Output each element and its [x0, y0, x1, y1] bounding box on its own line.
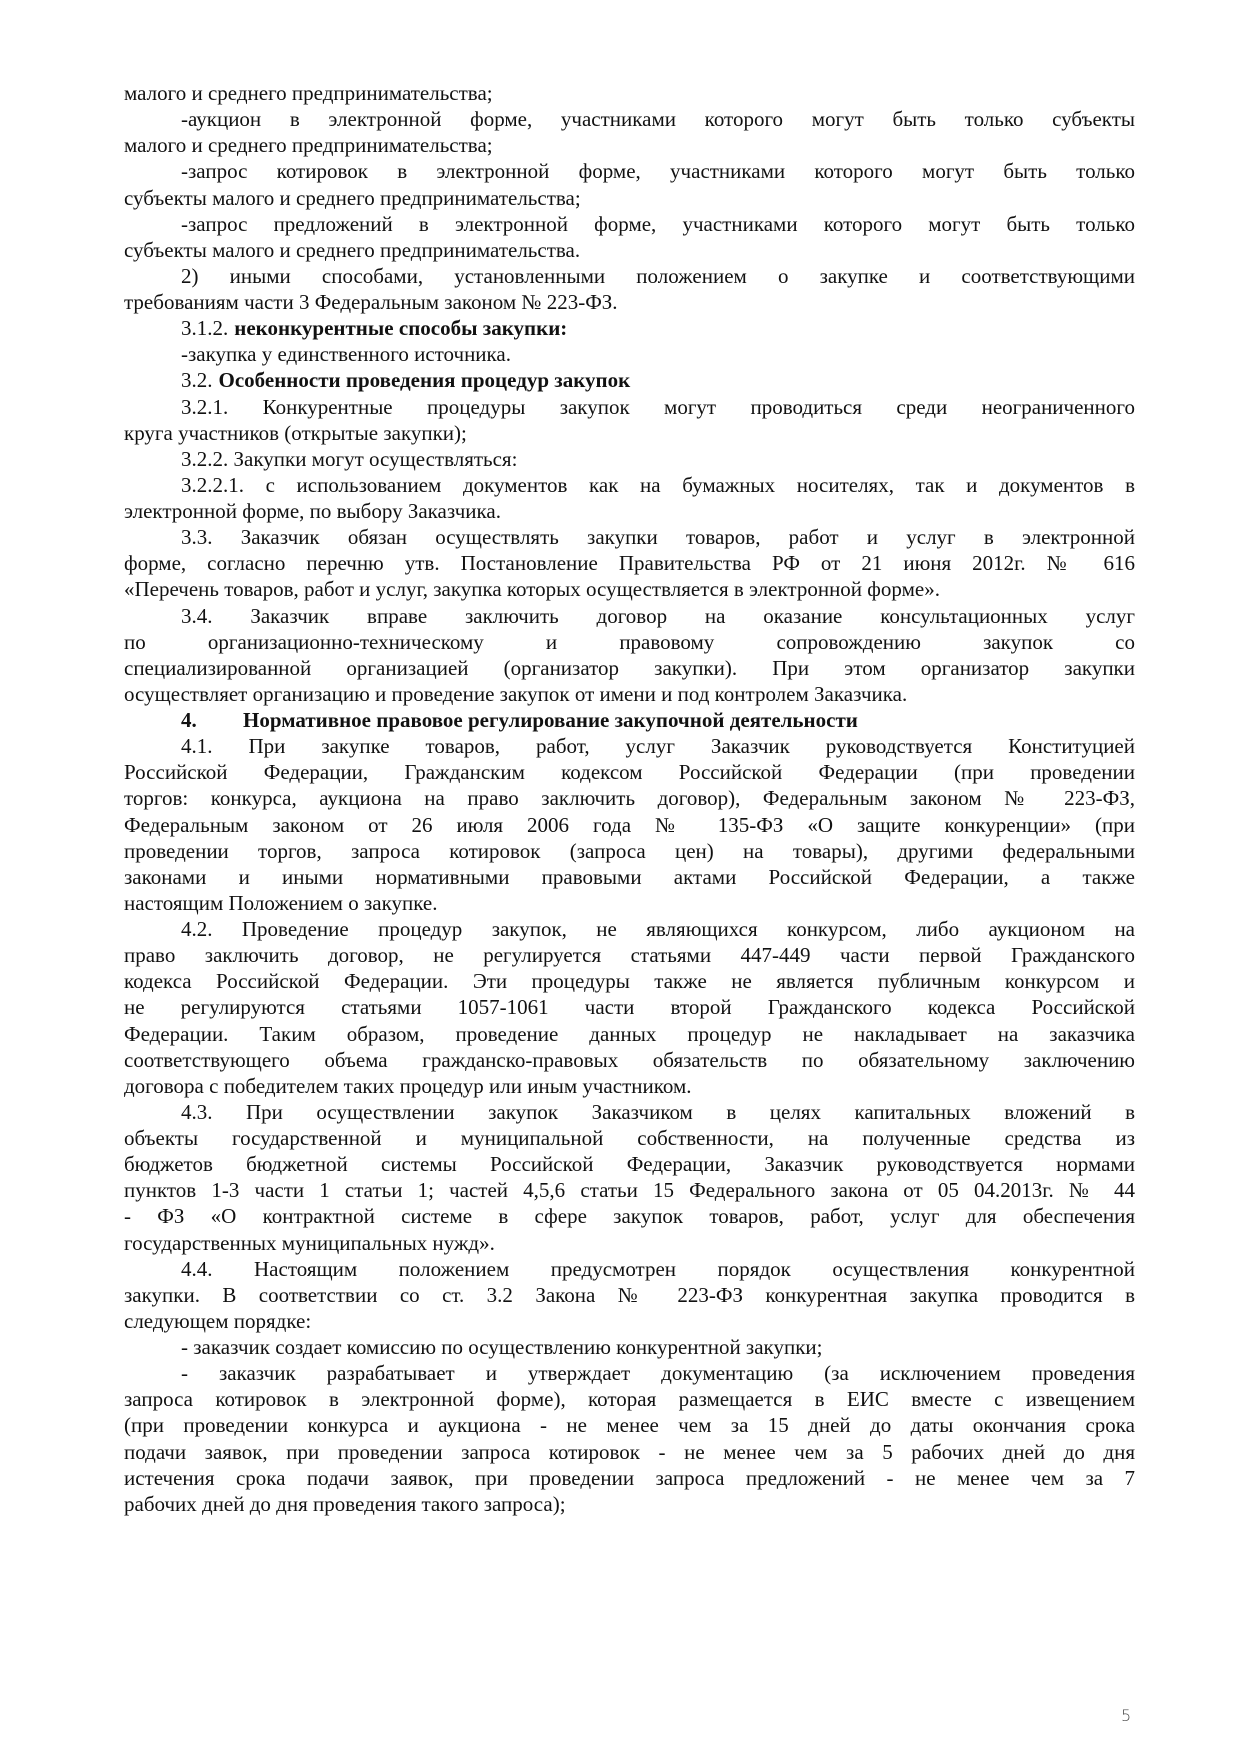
- text-line: -запрос предложений в электронной форме, участниками которого могут быть только: [181, 211, 1135, 236]
- text-line: не регулируются статьями 1057-1061 части второй Гражданского кодекса Российской: [124, 995, 1135, 1020]
- document-body: [124, 80, 1135, 1517]
- text-line: - ФЗ «О контрактной системе в сфере закупок товаров, работ, услуг для обеспечения: [124, 1204, 1135, 1229]
- text-line: 4.4. Настоящим положением предусмотрен порядок осуществления конкурентной: [181, 1256, 1135, 1281]
- paragraph-p-quotes: [124, 158, 1135, 210]
- section-number: 3.1.2.: [181, 316, 229, 341]
- section-title: Нормативное правовое регулирование закупочной деятельности: [243, 708, 858, 732]
- text-line: закупки. В соответствии со ст. 3.2 Закона № 223-ФЗ конкурентная закупка проводится в: [124, 1282, 1135, 1307]
- section-heading: [124, 707, 1135, 733]
- text-line: Федеральным законом от 26 июля 2006 года № 135-ФЗ «О защите конкуренции» (при: [124, 812, 1135, 837]
- text-line: право заключить договор, не регулируется статьями 447-449 части первой Гражданского: [124, 943, 1135, 968]
- paragraph-p-cont-smp: [124, 80, 1135, 106]
- page-number: 5: [1121, 1706, 1132, 1725]
- text-line: субъекты малого и среднего предпринимательства;: [124, 185, 581, 210]
- text-line: круга участников (открытые закупки);: [124, 420, 467, 445]
- text-line: требованиям части 3 Федеральным законом № 223-ФЗ.: [124, 290, 618, 314]
- paragraph-p-4-3: [124, 1099, 1135, 1256]
- text-line: - заказчик создает комиссию по осуществлению конкурентной закупки;: [181, 1335, 823, 1359]
- text-line: договора с победителем таких процедур или иным участником.: [124, 1073, 692, 1098]
- text-line: -запрос котировок в электронной форме, участниками которого могут быть только: [181, 159, 1135, 184]
- paragraph-p-proposals: [124, 211, 1135, 263]
- text-line: следующем порядке:: [124, 1308, 312, 1333]
- paragraph-p-4-2: [124, 916, 1135, 1099]
- text-line: запроса котировок в электронной форме), которая размещается в ЕИС вместе с извещением: [124, 1387, 1135, 1412]
- subsection-heading: [124, 367, 1135, 393]
- text-line: -закупка у единственного источника.: [181, 342, 512, 367]
- paragraph-p-3-2: [124, 367, 1135, 393]
- paragraph-p-4-1: [124, 733, 1135, 916]
- text-line: 3.4. Заказчик вправе заключить договор на оказание консультационных услуг: [181, 603, 1135, 628]
- text-line: Российской Федерации, Гражданским кодексом Российской Федерации (при проведении: [124, 760, 1135, 785]
- section-number: 3.2.: [181, 368, 213, 393]
- paragraph-p-3-2-2-1: [124, 472, 1135, 524]
- text-line: (при проведении конкурса и аукциона - не менее чем за 15 дней до даты окончания срока: [124, 1413, 1135, 1438]
- text-line: настоящим Положением о закупке.: [124, 890, 438, 915]
- text-line: бюджетов бюджетной системы Российской Федерации, Заказчик руководствуется нормами: [124, 1152, 1135, 1177]
- text-line: кодекса Российской Федерации. Эти процедуры также не является публичным конкурсом и: [124, 969, 1135, 994]
- text-line: соответствующего объема гражданско-правовых обязательств по обязательному заключению: [124, 1047, 1135, 1072]
- section-title: неконкурентные способы закупки:: [234, 316, 568, 341]
- paragraph-p-3-2-1: [124, 394, 1135, 446]
- subsection-heading: [124, 315, 1135, 341]
- text-line: специализированной организацией (организатор закупки). При этом организатор закупки: [124, 655, 1135, 680]
- text-line: 4.1. При закупке товаров, работ, услуг Заказчик руководствуется Конституцией: [181, 734, 1135, 759]
- text-line: проведении торгов, запроса котировок (запроса цен) на товары), другими федеральными: [124, 838, 1135, 863]
- section-title: Особенности проведения процедур закупок: [218, 368, 631, 393]
- paragraph-p-commission: [124, 1334, 1135, 1360]
- text-line: форме, согласно перечню утв. Постановление Правительства РФ от 21 июня 2012г. № 616: [124, 551, 1135, 576]
- text-line: законами и иными нормативными правовыми актами Российской Федерации, а также: [124, 864, 1135, 889]
- text-line: рабочих дней до дня проведения такого запроса);: [124, 1491, 566, 1516]
- text-line: 4.3. При осуществлении закупок Заказчиком в целях капитальных вложений в: [181, 1099, 1135, 1124]
- section-number: 4.: [181, 708, 197, 732]
- text-line: 3.3. Заказчик обязан осуществлять закупки товаров, работ и услуг в электронной: [181, 525, 1135, 550]
- paragraph-p-3-3: [124, 524, 1135, 602]
- paragraph-p-3-2-2: [124, 446, 1135, 472]
- paragraph-p-3-4: [124, 603, 1135, 708]
- text-line: 3.2.2. Закупки могут осуществляться:: [181, 446, 518, 471]
- text-line: 2) иными способами, установленными положением о закупке и соответствующими: [181, 263, 1135, 288]
- text-line: малого и среднего предпринимательства;: [124, 133, 493, 158]
- text-line: объекты государственной и муниципальной собственности, на полученные средства из: [124, 1126, 1135, 1150]
- text-line: Федерации. Таким образом, проведение данных процедур не накладывает на заказчика: [124, 1021, 1135, 1046]
- text-line: истечения срока подачи заявок, при проведении запроса предложений - не менее чем за 7: [124, 1465, 1135, 1490]
- paragraph-p-auction: [124, 106, 1135, 158]
- paragraph-p-4: [124, 707, 1135, 733]
- text-line: осуществляет организацию и проведение закупок от имени и под контролем Заказчика.: [124, 681, 908, 706]
- text-line: по организационно-техническому и правовому сопровождению закупок со: [124, 629, 1135, 654]
- text-line: субъекты малого и среднего предпринимательства.: [124, 237, 581, 262]
- text-line: торгов: конкурса, аукциона на право заключить договор), Федеральным законом № 223-ФЗ,: [124, 786, 1135, 811]
- text-line: 3.2.1. Конкурентные процедуры закупок могут проводиться среди неограниченного: [181, 394, 1135, 419]
- text-line: подачи заявок, при проведении запроса котировок - не менее чем за 5 рабочих дней до дня: [124, 1439, 1135, 1464]
- paragraph-p-single-source: [124, 341, 1135, 367]
- text-line: 3.2.2.1. с использованием документов как на бумажных носителях, так и документов в: [181, 472, 1135, 497]
- paragraph-p-3-1-2: [124, 315, 1135, 341]
- text-line: «Перечень товаров, работ и услуг, закупка которых осуществляется в электронной форме».: [124, 577, 940, 602]
- text-line: - заказчик разрабатывает и утверждает документацию (за исключением проведения: [181, 1361, 1135, 1386]
- paragraph-p-documentation: [124, 1360, 1135, 1517]
- paragraph-p-other-methods: [124, 263, 1135, 315]
- text-line: -аукцион в электронной форме, участниками которого могут быть только субъекты: [181, 107, 1135, 132]
- text-line: 4.2. Проведение процедур закупок, не являющихся конкурсом, либо аукционом на: [181, 917, 1135, 941]
- paragraph-p-4-4: [124, 1256, 1135, 1334]
- text-line: пунктов 1-3 части 1 статьи 1; частей 4,5,6 статьи 15 Федерального закона от 05 04.2013г. № 44: [124, 1178, 1135, 1203]
- text-line: малого и среднего предпринимательства;: [124, 81, 493, 105]
- text-line: государственных муниципальных нужд».: [124, 1230, 495, 1255]
- text-line: электронной форме, по выбору Заказчика.: [124, 499, 502, 523]
